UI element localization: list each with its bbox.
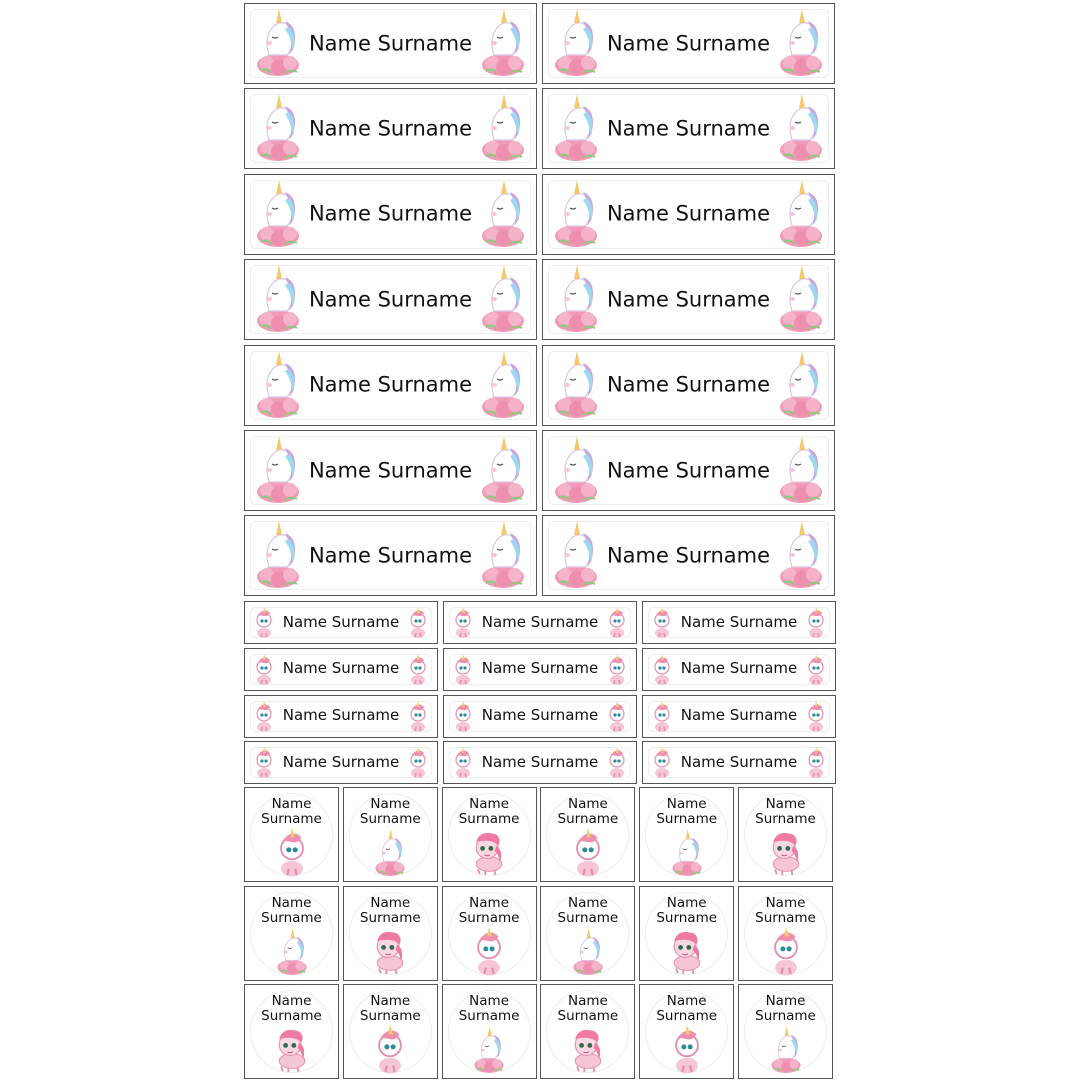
label-text: Name Surname bbox=[282, 612, 400, 631]
label-text bbox=[739, 994, 832, 1024]
label-text: Name Surname bbox=[308, 116, 473, 141]
pink-pony-icon bbox=[270, 1025, 314, 1075]
label-text bbox=[541, 896, 634, 926]
label-text bbox=[245, 994, 338, 1024]
pink-pony-icon bbox=[467, 828, 511, 878]
label-text: Name Surname bbox=[308, 287, 473, 312]
large-name-label bbox=[244, 345, 537, 426]
unicorn-with-roses-icon bbox=[480, 519, 526, 591]
name-line: Name bbox=[469, 796, 509, 812]
large-name-label bbox=[244, 259, 537, 340]
label-text: Name Surname bbox=[606, 116, 771, 141]
baby-unicorn-icon bbox=[608, 607, 626, 639]
baby-unicorn-icon bbox=[807, 607, 825, 639]
label-text: Name Surname bbox=[680, 659, 798, 678]
baby-unicorn-icon bbox=[807, 654, 825, 686]
medium-name-label bbox=[443, 741, 637, 784]
label-text bbox=[739, 896, 832, 926]
round-name-label bbox=[738, 984, 833, 1079]
surname-line: Surname bbox=[261, 909, 322, 926]
label-text: Name Surname bbox=[680, 706, 798, 725]
round-name-label bbox=[343, 787, 438, 882]
baby-unicorn-icon bbox=[665, 1025, 709, 1075]
large-name-label bbox=[244, 515, 537, 596]
medium-name-label bbox=[642, 648, 836, 691]
medium-name-label bbox=[443, 648, 637, 691]
round-name-label bbox=[442, 886, 537, 981]
label-text bbox=[640, 896, 733, 926]
pink-pony-icon bbox=[566, 1025, 610, 1075]
baby-unicorn-icon bbox=[409, 607, 427, 639]
name-line: Name bbox=[567, 894, 608, 911]
round-name-label bbox=[738, 886, 833, 981]
surname-line: Surname bbox=[755, 909, 816, 926]
unicorn-with-roses-icon bbox=[778, 178, 824, 250]
medium-name-label bbox=[244, 741, 438, 784]
medium-name-label bbox=[244, 648, 438, 691]
unicorn-with-roses-icon bbox=[368, 828, 412, 878]
medium-name-label bbox=[244, 695, 438, 738]
baby-unicorn-icon bbox=[807, 701, 825, 733]
name-line: Name bbox=[271, 796, 312, 812]
round-name-label bbox=[244, 984, 339, 1079]
baby-unicorn-icon bbox=[467, 927, 511, 977]
label-text: Name Surname bbox=[481, 706, 599, 725]
name-line: Name bbox=[666, 796, 707, 812]
surname-line: Surname bbox=[261, 811, 322, 827]
label-text: Name Surname bbox=[606, 287, 771, 312]
label-text: Name Surname bbox=[606, 201, 771, 226]
unicorn-with-roses-icon bbox=[480, 263, 526, 335]
label-text bbox=[443, 896, 536, 926]
medium-name-label bbox=[642, 741, 836, 784]
unicorn-with-roses-icon bbox=[566, 927, 610, 977]
label-text: Name Surname bbox=[282, 659, 400, 678]
baby-unicorn-icon bbox=[409, 654, 427, 686]
round-name-label bbox=[343, 886, 438, 981]
large-name-label bbox=[244, 3, 537, 84]
unicorn-with-roses-icon bbox=[778, 92, 824, 164]
label-text bbox=[245, 896, 338, 926]
surname-line: Surname bbox=[557, 1008, 619, 1025]
name-line: Name bbox=[370, 993, 411, 1010]
label-text: Name Surname bbox=[308, 458, 473, 483]
surname-line: Surname bbox=[458, 1008, 520, 1025]
surname-line: Surname bbox=[656, 1008, 718, 1025]
round-name-label bbox=[639, 984, 734, 1079]
unicorn-with-roses-icon bbox=[764, 1025, 808, 1075]
unicorn-with-roses-icon bbox=[778, 7, 824, 79]
label-text: Name Surname bbox=[680, 752, 798, 771]
round-name-label bbox=[639, 886, 734, 981]
unicorn-with-roses-icon bbox=[778, 349, 824, 421]
label-text: Name Surname bbox=[680, 612, 798, 631]
medium-name-label bbox=[443, 695, 637, 738]
baby-unicorn-icon bbox=[764, 927, 808, 977]
label-text: Name Surname bbox=[481, 612, 599, 631]
surname-line: Surname bbox=[656, 811, 718, 827]
pink-pony-icon bbox=[368, 927, 412, 977]
label-text: Name Surname bbox=[282, 706, 400, 725]
label-text bbox=[541, 797, 634, 827]
round-name-label bbox=[738, 787, 833, 882]
baby-unicorn-icon bbox=[409, 747, 427, 779]
surname-line: Surname bbox=[359, 909, 421, 926]
label-text bbox=[443, 994, 536, 1024]
name-line: Name bbox=[469, 894, 509, 911]
name-line: Name bbox=[271, 894, 312, 911]
large-name-label bbox=[542, 430, 835, 511]
surname-line: Surname bbox=[261, 1008, 322, 1025]
medium-name-label bbox=[642, 695, 836, 738]
label-text bbox=[344, 896, 437, 926]
pink-pony-icon bbox=[764, 828, 808, 878]
label-text: Name Surname bbox=[606, 458, 771, 483]
label-text bbox=[344, 994, 437, 1024]
label-text bbox=[640, 797, 733, 827]
label-text bbox=[640, 994, 733, 1024]
surname-line: Surname bbox=[359, 1008, 421, 1025]
name-line: Name bbox=[765, 894, 806, 911]
baby-unicorn-icon bbox=[608, 747, 626, 779]
surname-line: Surname bbox=[656, 909, 718, 926]
medium-name-label bbox=[642, 601, 836, 644]
baby-unicorn-icon bbox=[566, 828, 610, 878]
medium-name-label bbox=[443, 601, 637, 644]
label-text: Name Surname bbox=[308, 201, 473, 226]
label-text bbox=[739, 797, 832, 827]
name-line: Name bbox=[765, 993, 806, 1010]
label-text bbox=[245, 797, 338, 827]
unicorn-with-roses-icon bbox=[467, 1025, 511, 1075]
large-name-label bbox=[244, 88, 537, 169]
pink-pony-icon bbox=[665, 927, 709, 977]
label-text bbox=[541, 994, 634, 1024]
large-name-label bbox=[542, 3, 835, 84]
unicorn-with-roses-icon bbox=[480, 434, 526, 506]
baby-unicorn-icon bbox=[608, 701, 626, 733]
label-text: Name Surname bbox=[606, 31, 771, 56]
round-name-label bbox=[540, 984, 635, 1079]
large-name-label bbox=[542, 88, 835, 169]
round-name-label bbox=[244, 787, 339, 882]
large-name-label bbox=[542, 174, 835, 255]
label-text: Name Surname bbox=[282, 752, 400, 771]
name-line: Name bbox=[666, 894, 707, 911]
surname-line: Surname bbox=[557, 909, 619, 926]
large-name-label bbox=[244, 174, 537, 255]
surname-line: Surname bbox=[359, 811, 421, 827]
round-name-label bbox=[244, 886, 339, 981]
label-text: Name Surname bbox=[308, 31, 473, 56]
large-name-label bbox=[542, 259, 835, 340]
name-line: Name bbox=[666, 993, 707, 1010]
round-name-label bbox=[343, 984, 438, 1079]
label-text: Name Surname bbox=[606, 372, 771, 397]
surname-line: Surname bbox=[458, 909, 520, 926]
name-line: Name bbox=[765, 796, 806, 812]
baby-unicorn-icon bbox=[608, 654, 626, 686]
round-name-label bbox=[639, 787, 734, 882]
name-line: Name bbox=[469, 993, 509, 1010]
round-name-label bbox=[442, 787, 537, 882]
unicorn-with-roses-icon bbox=[480, 7, 526, 79]
surname-line: Surname bbox=[458, 811, 520, 827]
unicorn-with-roses-icon bbox=[270, 927, 314, 977]
unicorn-with-roses-icon bbox=[778, 434, 824, 506]
unicorn-with-roses-icon bbox=[480, 92, 526, 164]
large-name-label bbox=[244, 430, 537, 511]
surname-line: Surname bbox=[755, 811, 816, 827]
unicorn-with-roses-icon bbox=[480, 178, 526, 250]
round-name-label bbox=[442, 984, 537, 1079]
unicorn-with-roses-icon bbox=[665, 828, 709, 878]
round-name-label bbox=[540, 886, 635, 981]
baby-unicorn-icon bbox=[270, 828, 314, 878]
label-text bbox=[443, 797, 536, 827]
large-name-label bbox=[542, 515, 835, 596]
name-line: Name bbox=[567, 796, 608, 812]
round-name-label bbox=[540, 787, 635, 882]
baby-unicorn-icon bbox=[368, 1025, 412, 1075]
unicorn-with-roses-icon bbox=[480, 349, 526, 421]
medium-name-label bbox=[244, 601, 438, 644]
surname-line: Surname bbox=[755, 1008, 816, 1025]
large-name-label bbox=[542, 345, 835, 426]
name-line: Name bbox=[370, 894, 411, 911]
surname-line: Surname bbox=[557, 811, 619, 827]
label-text bbox=[344, 797, 437, 827]
label-text: Name Surname bbox=[308, 543, 473, 568]
label-text: Name Surname bbox=[481, 659, 599, 678]
label-text: Name Surname bbox=[606, 543, 771, 568]
label-text: Name Surname bbox=[481, 752, 599, 771]
unicorn-with-roses-icon bbox=[778, 519, 824, 591]
baby-unicorn-icon bbox=[807, 747, 825, 779]
unicorn-with-roses-icon bbox=[778, 263, 824, 335]
name-line: Name bbox=[271, 993, 312, 1010]
baby-unicorn-icon bbox=[409, 701, 427, 733]
name-line: Name bbox=[370, 796, 411, 812]
label-text: Name Surname bbox=[308, 372, 473, 397]
name-line: Name bbox=[567, 993, 608, 1010]
